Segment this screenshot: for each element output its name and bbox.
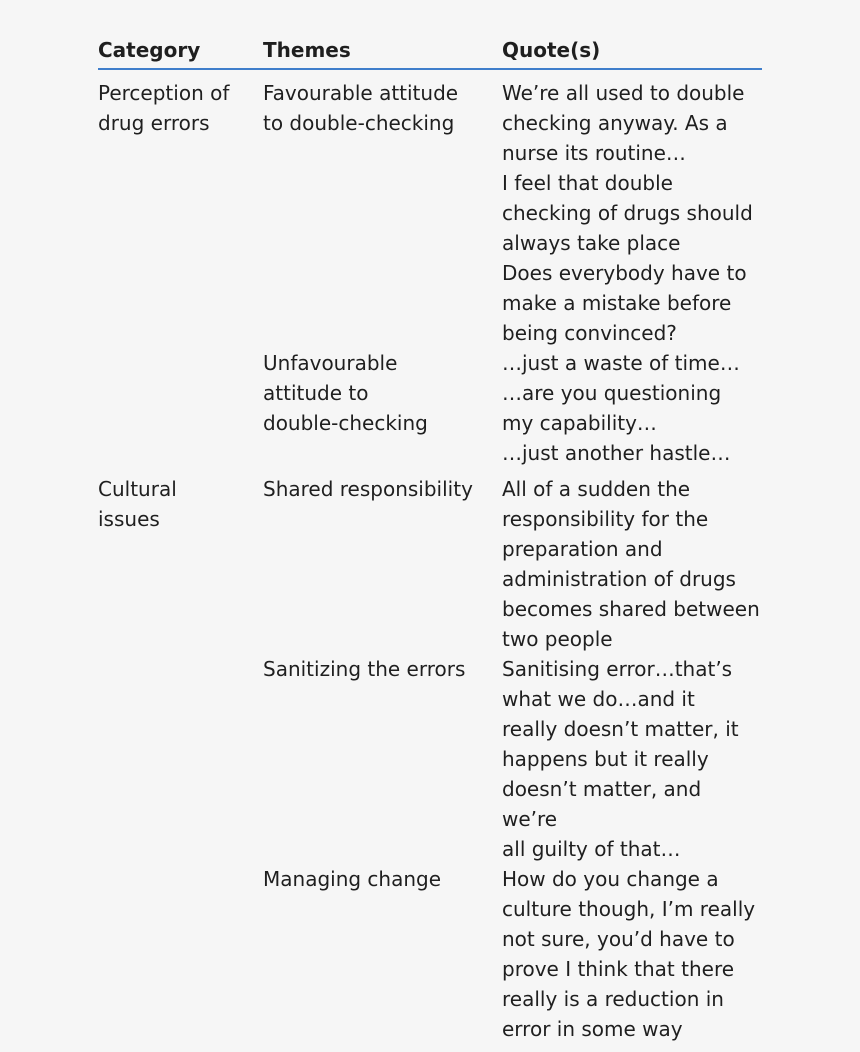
- category-block-perception: [98, 78, 762, 468]
- theme-cell: Unfavourable attitude to double-checking: [263, 351, 428, 435]
- category-cell: Perception of drug errors: [98, 81, 230, 135]
- quote-text: Sanitising error…that’s what we do…and it really doesn’t matter, it happens but it really doesn’t matter, and we’re all guilty of that…: [502, 657, 739, 861]
- table-row: [263, 474, 762, 654]
- quote-text: I feel that double checking of drugs should always take place: [502, 171, 753, 255]
- header-quotes: Quote(s): [502, 38, 601, 62]
- quote-list: [502, 654, 762, 864]
- theme-cell: Managing change: [263, 867, 442, 891]
- table-row: [263, 864, 762, 1044]
- quote-text: How do you change a culture though, I’m really not sure, you’d have to prove I think that there really is a reduction in error in some way: [502, 867, 756, 1041]
- quote-list: [502, 474, 762, 654]
- theme-list: [263, 78, 762, 468]
- category-cell: Cultural issues: [98, 477, 177, 531]
- quote-text: …just another hastle…: [502, 441, 731, 465]
- category-block-cultural: [98, 474, 762, 1044]
- header-themes: Themes: [263, 38, 351, 62]
- theme-cell: Favourable attitude to double-checking: [263, 81, 459, 135]
- quote-text: We’re all used to double checking anyway. As a nurse its routine…: [502, 81, 745, 165]
- table-row: [263, 348, 762, 468]
- quote-text: …are you questioning my capability…: [502, 381, 722, 435]
- theme-cell: Shared responsibility: [263, 477, 473, 501]
- quote-text: All of a sudden the responsibility for the preparation and administration of drugs becomes shared between two people: [502, 477, 760, 651]
- theme-cell: Sanitizing the errors: [263, 657, 466, 681]
- quote-list: [502, 864, 762, 1044]
- theme-list: [263, 474, 762, 1044]
- table-header: [98, 34, 762, 70]
- table-row: [263, 654, 762, 864]
- table-row: [263, 78, 762, 348]
- quote-list: [502, 78, 762, 348]
- themes-table: [98, 34, 762, 1044]
- quote-text: …just a waste of time…: [502, 351, 740, 375]
- quote-text: Does everybody have to make a mistake before being convinced?: [502, 261, 747, 345]
- header-category: Category: [98, 38, 201, 62]
- quote-list: [502, 348, 762, 468]
